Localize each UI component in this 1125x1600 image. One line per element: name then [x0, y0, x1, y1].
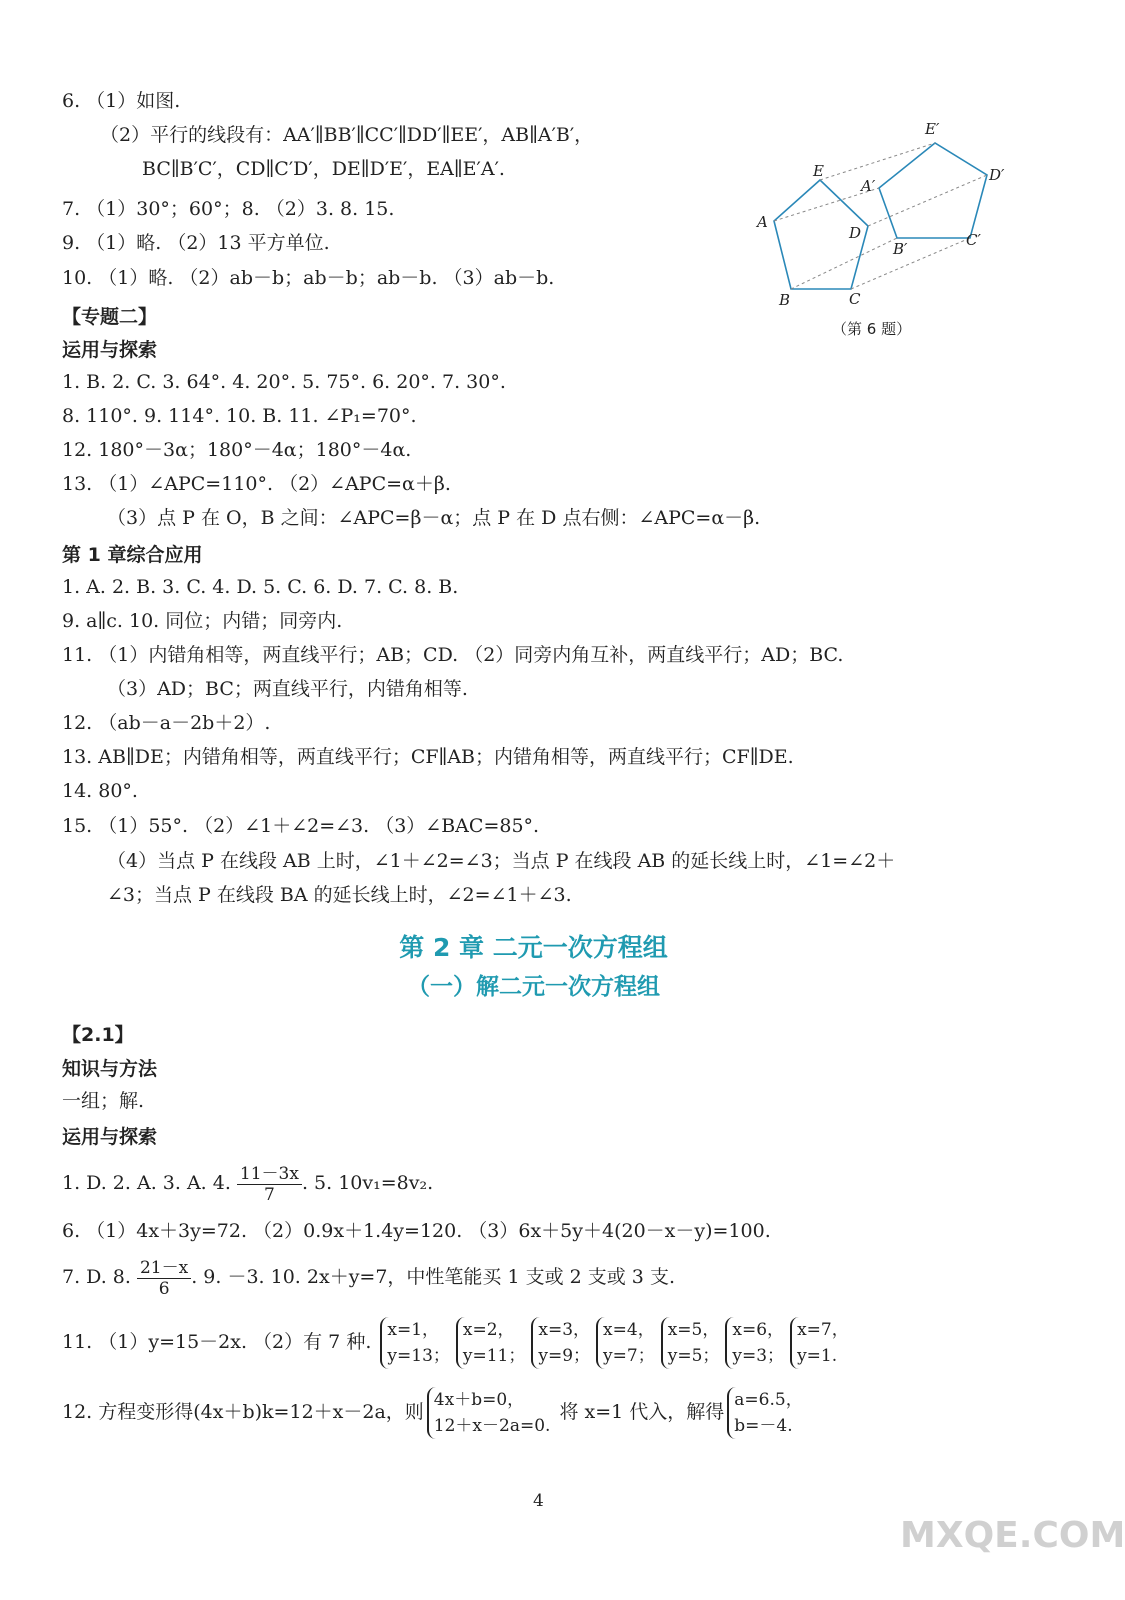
- label-E2: E′: [925, 120, 940, 138]
- review-answer-15: 15. （1）55°. （2）∠1＋∠2=∠3. （3）∠BAC=85°.: [62, 815, 540, 837]
- chapter-title: 第 2 章 二元一次方程组: [399, 933, 668, 962]
- answers-8-11: 8. 110°. 9. 114°. 10. B. 11. ∠P₁=70°.: [62, 405, 417, 427]
- system-2: x=2， y=11；: [456, 1317, 525, 1369]
- review-answers-1-8: 1. A. 2. B. 3. C. 4. D. 5. C. 6. D. 7. C. 8. B.: [62, 576, 459, 598]
- label-B2: B′: [893, 240, 908, 258]
- answer-6-1: 6. （1）如图.: [62, 90, 181, 112]
- heading-knowledge-method: 知识与方法: [62, 1058, 158, 1080]
- text-11: 11. （1）y=15－2x. （2）有 7 种.: [62, 1331, 372, 1353]
- review-answer-12: 12. （ab－a－2b＋2）.: [62, 712, 271, 734]
- heading-apply-explore: 运用与探索: [62, 339, 158, 361]
- answers-1-7: 1. B. 2. C. 3. 64°. 4. 20°. 5. 75°. 6. 20°. 7. 30°.: [62, 371, 506, 393]
- figure-caption: （第 6 题）: [832, 320, 912, 338]
- fraction-numerator: 21－x: [137, 1258, 191, 1279]
- answer-12: 12. 180°－3α；180°－4α；180°－4α.: [62, 439, 412, 461]
- label-A: A: [757, 213, 768, 231]
- fraction-denominator: 6: [158, 1278, 170, 1299]
- answer-7-8: 7. （1）30°；60°；8. （2）3. 8. 15.: [62, 198, 395, 220]
- answer-6-2: （2）平行的线段有：AA′∥BB′∥CC′∥DD′∥EE′，AB∥A′B′，: [100, 124, 594, 146]
- fraction-q8: [137, 1258, 191, 1299]
- ch2-answer-11: [62, 1312, 852, 1372]
- watermark: MXQE.COM: [900, 1515, 1125, 1556]
- answer-9: 9. （1）略. （2）13 平方单位.: [62, 232, 330, 254]
- heading-special-topic-2: 【专题二】: [62, 306, 158, 328]
- heading-chapter1-review: 第 1 章综合应用: [62, 544, 203, 566]
- chapter-subtitle: （一）解二元一次方程组: [407, 974, 660, 1000]
- answer-13-3: （3）点 P 在 O，B 之间：∠APC=β－α；点 P 在 D 点右侧：∠APC=α－β.: [107, 507, 761, 529]
- label-D: D: [849, 224, 862, 242]
- label-C2: C′: [966, 231, 981, 249]
- text-12a: 12. 方程变形得(4x＋b)k=12＋x－2a，则: [62, 1401, 424, 1423]
- answer-10: 10. （1）略. （2）ab－b；ab－b；ab－b. （3）ab－b.: [62, 267, 555, 289]
- review-answer-13: 13. AB∥DE；内错角相等，两直线平行；CF∥AB；内错角相等，两直线平行；CF∥DE.: [62, 746, 794, 768]
- system-1: x=1， y=13；: [380, 1317, 449, 1369]
- review-answers-9-10: 9. a∥c. 10. 同位；内错；同旁内.: [62, 610, 343, 632]
- ch2-answers-1-5: [62, 1158, 433, 1208]
- system-solution: a=6.5， b=－4.: [727, 1387, 802, 1439]
- system-6: x=6， y=3；: [725, 1317, 784, 1369]
- pentagon-figure: [745, 112, 1005, 312]
- review-answer-15-4b: ∠3；当点 P 在线段 BA 的延长线上时，∠2=∠1＋∠3.: [107, 884, 572, 906]
- label-C: C: [849, 290, 861, 308]
- fraction-q4: [237, 1164, 302, 1205]
- ch2-answer-6: 6. （1）4x＋3y=72. （2）0.9x＋1.4y=120. （3）6x＋5y＋4(20－x－y)=100.: [62, 1220, 771, 1242]
- review-answer-15-4a: （4）当点 P 在线段 AB 上时，∠1＋∠2=∠3；当点 P 在线段 AB 的延长线上时，∠1=∠2＋: [107, 850, 896, 872]
- fraction-numerator: 11－3x: [237, 1164, 302, 1185]
- answer-13: 13. （1）∠APC=110°. （2）∠APC=α＋β.: [62, 473, 451, 495]
- ch2-answers-7-10: [62, 1252, 675, 1302]
- ch2-answer-12: [62, 1382, 806, 1442]
- heading-apply-explore-2: 运用与探索: [62, 1126, 158, 1148]
- review-answer-11-3: （3）AD；BC；两直线平行，内错角相等.: [107, 678, 468, 700]
- page-number: 4: [533, 1491, 544, 1511]
- label-A2: A′: [861, 177, 876, 195]
- system-7: x=7， y=1.: [790, 1317, 849, 1369]
- label-E: E: [813, 162, 824, 180]
- fraction-denominator: 7: [264, 1184, 275, 1205]
- review-answer-14: 14. 80°.: [62, 780, 138, 802]
- system-4: x=4， y=7；: [596, 1317, 655, 1369]
- text-5: . 5. 10v₁=8v₂.: [301, 1172, 434, 1194]
- answer-6-3: BC∥B′C′，CD∥C′D′，DE∥D′E′，EA∥E′A′.: [142, 158, 505, 180]
- system-3: x=3， y=9；: [531, 1317, 590, 1369]
- text-9-10: . 9. －3. 10. 2x＋y=7，中性笔能买 1 支或 2 支或 3 支.: [191, 1266, 675, 1288]
- text-1-4: 1. D. 2. A. 3. A. 4.: [62, 1172, 231, 1194]
- system-5: x=5， y=5；: [661, 1317, 720, 1369]
- text-7-8: 7. D. 8.: [62, 1266, 131, 1288]
- heading-2-1: 【2.1】: [62, 1024, 134, 1046]
- label-D2: D′: [989, 166, 1005, 184]
- knowledge-answer: 一组；解.: [62, 1090, 145, 1112]
- label-B: B: [779, 291, 791, 309]
- system-eq: 4x＋b=0， 12＋x－2a=0.: [427, 1387, 551, 1439]
- review-answer-11: 11. （1）内错角相等，两直线平行；AB；CD. （2）同旁内角互补，两直线平行；AD；BC.: [62, 644, 844, 666]
- text-12b: 将 x=1 代入，解得: [559, 1401, 725, 1423]
